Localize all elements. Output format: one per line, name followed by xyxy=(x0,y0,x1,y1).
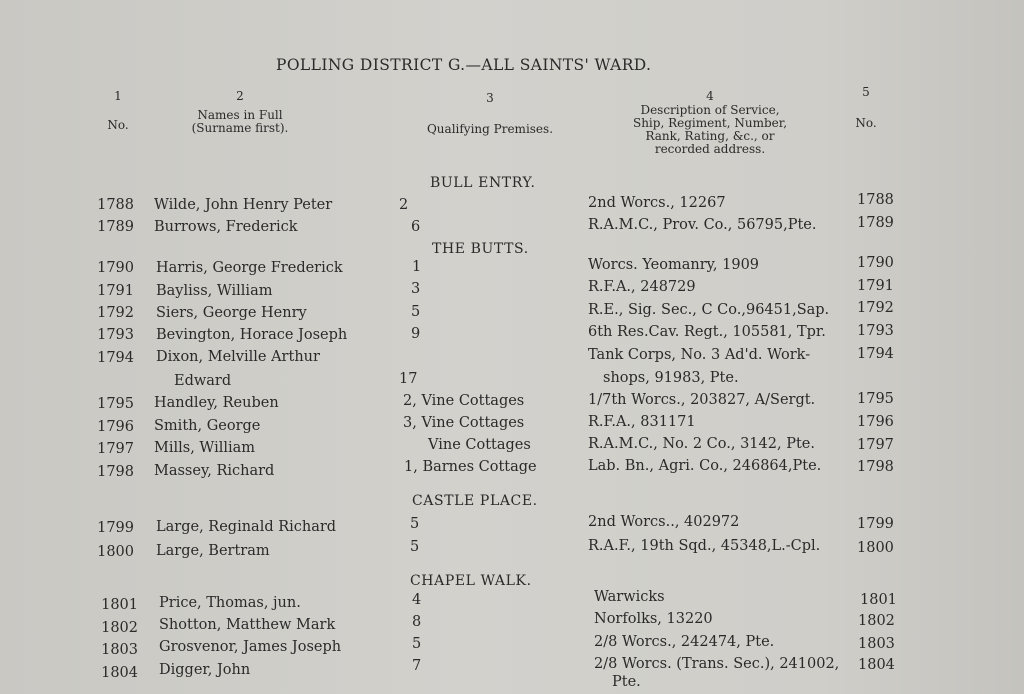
section-heading: BULL ENTRY. xyxy=(430,175,536,191)
qualifying-premises: 8 xyxy=(412,614,422,630)
entry-number: 1803 xyxy=(101,642,138,658)
column-number: 2 xyxy=(236,89,244,103)
elector-name: Grosvenor, James Joseph xyxy=(159,639,342,655)
section-heading: CASTLE PLACE. xyxy=(412,493,538,509)
entry-number: 1797 xyxy=(97,441,134,457)
entry-number-right: 1794 xyxy=(857,346,894,362)
column-label: No. xyxy=(855,116,877,130)
qualifying-premises: 5 xyxy=(410,516,420,532)
elector-name: Digger, John xyxy=(159,662,251,678)
service-description-continuation: Pte. xyxy=(612,674,641,690)
entry-number: 1794 xyxy=(97,350,134,366)
entry-number: 1788 xyxy=(97,197,134,213)
page-title: POLLING DISTRICT G.—ALL SAINTS' WARD. xyxy=(276,56,652,74)
qualifying-premises: 4 xyxy=(412,592,422,608)
entry-number: 1799 xyxy=(97,520,134,536)
service-description: 2/8 Worcs., 242474, Pte. xyxy=(594,634,775,650)
column-header-names xyxy=(170,90,310,135)
entry-number-right: 1792 xyxy=(857,300,894,316)
qualifying-premises: 9 xyxy=(411,326,421,342)
entry-number-right: 1793 xyxy=(857,323,894,339)
service-description-continuation: shops, 91983, Pte. xyxy=(603,370,739,386)
entry-number-right: 1800 xyxy=(857,540,894,556)
qualifying-premises: 5 xyxy=(411,304,421,320)
entry-number-right: 1799 xyxy=(857,516,894,532)
qualifying-premises: 5 xyxy=(410,539,420,555)
service-description: R.F.A., 248729 xyxy=(588,279,696,295)
qualifying-premises: 2 xyxy=(399,197,409,213)
qualifying-premises: 17 xyxy=(399,371,418,387)
elector-name: Shotton, Matthew Mark xyxy=(159,617,336,633)
elector-name: Massey, Richard xyxy=(154,463,275,479)
elector-name: Dixon, Melville Arthur xyxy=(156,349,320,365)
qualifying-premises: 5 xyxy=(412,636,422,652)
service-description: Warwicks xyxy=(594,589,665,605)
column-number: 4 xyxy=(706,89,714,103)
qualifying-premises: 1, Barnes Cottage xyxy=(404,459,537,475)
entry-number-right: 1804 xyxy=(858,657,895,673)
column-header-no-right xyxy=(848,86,884,130)
elector-name: Handley, Reuben xyxy=(154,395,279,411)
column-label: Names in Full (Surname first). xyxy=(191,108,289,135)
entry-number-right: 1802 xyxy=(858,613,895,629)
elector-name: Wilde, John Henry Peter xyxy=(154,197,333,213)
elector-name: Mills, William xyxy=(154,440,256,456)
service-description: 2/8 Worcs. (Trans. Sec.), 241002, xyxy=(594,656,840,672)
entry-number-right: 1789 xyxy=(857,215,894,231)
column-number: 5 xyxy=(862,85,870,99)
qualifying-premises: 1 xyxy=(412,259,422,275)
service-description: R.A.M.C., No. 2 Co., 3142, Pte. xyxy=(588,436,815,452)
qualifying-premises: 3 xyxy=(411,281,421,297)
entry-number: 1801 xyxy=(101,597,138,613)
qualifying-premises: 2, Vine Cottages xyxy=(403,393,525,409)
entry-number: 1793 xyxy=(97,327,134,343)
elector-name: Bevington, Horace Joseph xyxy=(156,327,348,343)
service-description: 1/7th Worcs., 203827, A/Sergt. xyxy=(588,392,816,408)
qualifying-premises: 3, Vine Cottages xyxy=(403,415,525,431)
elector-name: Bayliss, William xyxy=(156,283,273,299)
service-description: 2nd Worcs.., 402972 xyxy=(588,514,740,530)
entry-number-right: 1788 xyxy=(857,192,894,208)
elector-name-continuation: Edward xyxy=(174,373,232,389)
column-header-premises xyxy=(410,92,570,136)
section-heading: THE BUTTS. xyxy=(432,241,529,257)
elector-name: Burrows, Frederick xyxy=(154,219,298,235)
entry-number: 1804 xyxy=(101,665,138,681)
service-description: R.E., Sig. Sec., C Co.,96451,Sap. xyxy=(588,302,830,318)
entry-number: 1802 xyxy=(101,620,138,636)
entry-number-right: 1795 xyxy=(857,391,894,407)
column-header-service xyxy=(610,90,810,156)
service-description: Lab. Bn., Agri. Co., 246864,Pte. xyxy=(588,458,822,474)
column-number: 3 xyxy=(486,91,494,105)
elector-name: Large, Bertram xyxy=(156,543,270,559)
elector-name: Siers, George Henry xyxy=(156,305,307,321)
qualifying-premises: 7 xyxy=(412,658,422,674)
entry-number: 1789 xyxy=(97,219,134,235)
entry-number: 1800 xyxy=(97,544,134,560)
entry-number: 1798 xyxy=(97,464,134,480)
elector-name: Harris, George Frederick xyxy=(156,260,343,276)
service-description: R.F.A., 831171 xyxy=(588,414,696,430)
column-header-no xyxy=(100,90,136,132)
entry-number-right: 1798 xyxy=(857,459,894,475)
elector-name: Smith, George xyxy=(154,418,261,434)
entry-number-right: 1797 xyxy=(857,437,894,453)
entry-number-right: 1791 xyxy=(857,278,894,294)
service-description: Norfolks, 13220 xyxy=(594,611,713,627)
service-description: 6th Res.Cav. Regt., 105581, Tpr. xyxy=(588,324,826,340)
service-description: R.A.F., 19th Sqd., 45348,L.-Cpl. xyxy=(588,538,821,554)
column-number: 1 xyxy=(114,89,122,103)
column-label: Description of Service, Ship, Regiment, Number, Rank, Rating, &c., or recorded address. xyxy=(632,103,788,156)
qualifying-premises: Vine Cottages xyxy=(428,437,531,453)
entry-number-right: 1801 xyxy=(860,592,897,608)
entry-number: 1795 xyxy=(97,396,134,412)
service-description: R.A.M.C., Prov. Co., 56795,Pte. xyxy=(588,217,817,233)
entry-number: 1792 xyxy=(97,305,134,321)
section-heading: CHAPEL WALK. xyxy=(410,573,532,589)
column-label: Qualifying Premises. xyxy=(426,122,554,136)
entry-number: 1790 xyxy=(97,260,134,276)
entry-number: 1796 xyxy=(97,419,134,435)
entry-number-right: 1796 xyxy=(857,414,894,430)
service-description: 2nd Worcs., 12267 xyxy=(588,195,726,211)
entry-number-right: 1790 xyxy=(857,255,894,271)
service-description: Tank Corps, No. 3 Ad'd. Work- xyxy=(588,347,811,363)
column-label: No. xyxy=(107,118,129,132)
entry-number-right: 1803 xyxy=(858,636,895,652)
entry-number: 1791 xyxy=(97,283,134,299)
service-description: Worcs. Yeomanry, 1909 xyxy=(588,257,760,273)
elector-name: Large, Reginald Richard xyxy=(156,519,337,535)
qualifying-premises: 6 xyxy=(411,219,421,235)
elector-name: Price, Thomas, jun. xyxy=(159,595,301,611)
